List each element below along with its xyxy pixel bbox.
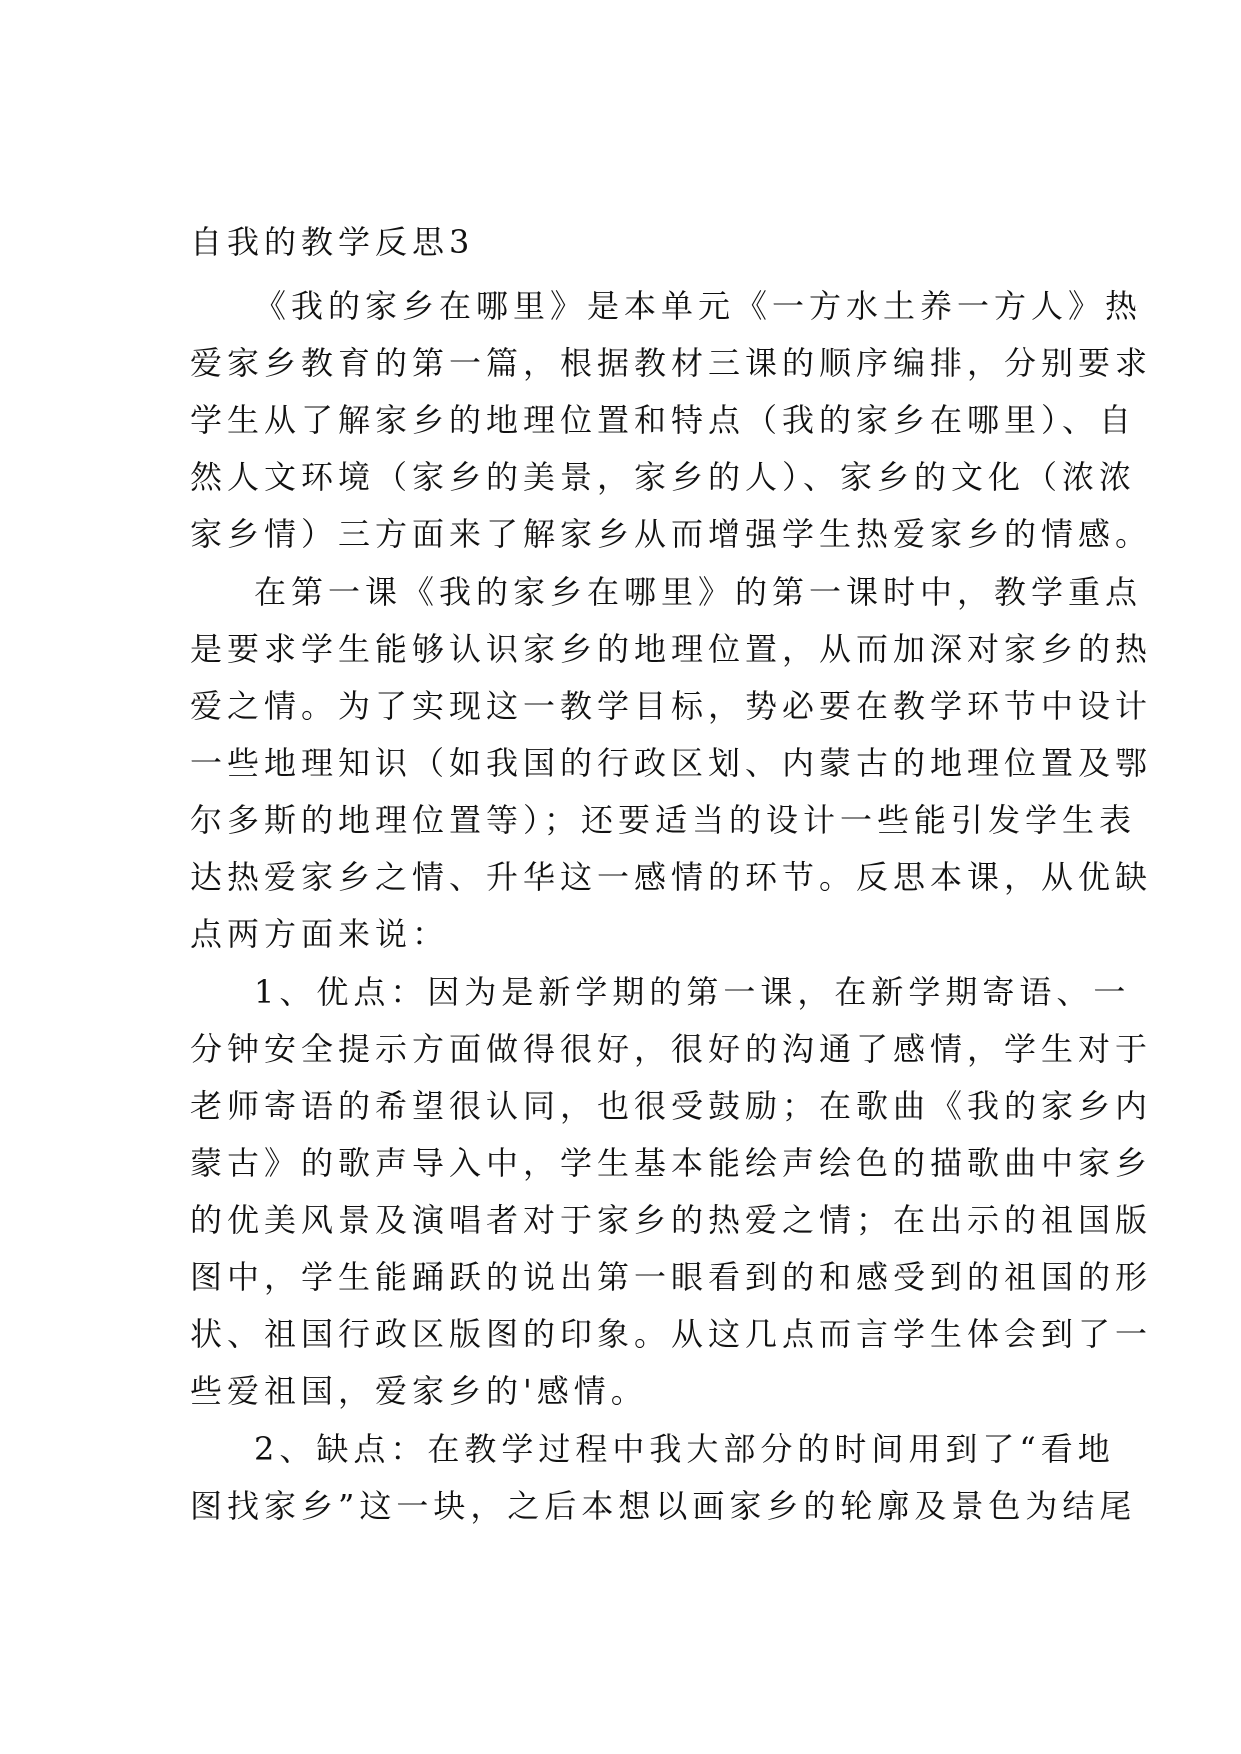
paragraph-line: 状、祖国行政区版图的印象。从这几点而言学生体会到了一 bbox=[190, 1315, 1153, 1353]
paragraph-line: 达热爱家乡之情、升华这一感情的环节。反思本课，从优缺 bbox=[190, 858, 1153, 896]
paragraph-line: 些爱祖国，爱家乡的'感情。 bbox=[190, 1372, 648, 1410]
paragraph-line: 爱之情。为了实现这一教学目标，势必要在教学环节中设计 bbox=[190, 687, 1153, 725]
paragraph-line: 在第一课《我的家乡在哪里》的第一课时中，教学重点 bbox=[254, 573, 1143, 611]
paragraph-line: 2、缺点：在教学过程中我大部分的时间用到了“看地 bbox=[254, 1430, 1115, 1468]
paragraph-line: 一些地理知识（如我国的行政区划、内蒙古的地理位置及鄂 bbox=[190, 744, 1153, 782]
paragraph-line: 分钟安全提示方面做得很好，很好的沟通了感情，学生对于 bbox=[190, 1030, 1153, 1068]
paragraph-line: 学生从了解家乡的地理位置和特点（我的家乡在哪里）、自 bbox=[190, 401, 1137, 439]
paragraph-line: 家乡情）三方面来了解家乡从而增强学生热爱家乡的情感。 bbox=[190, 515, 1153, 553]
paragraph-line: 爱家乡教育的第一篇，根据教材三课的顺序编排，分别要求 bbox=[190, 344, 1153, 382]
paragraph-line: 《我的家乡在哪里》是本单元《一方水土养一方人》热 bbox=[254, 287, 1143, 325]
paragraph-line: 图中，学生能踊跃的说出第一眼看到的和感受到的祖国的形 bbox=[190, 1258, 1153, 1296]
paragraph-line: 是要求学生能够认识家乡的地理位置，从而加深对家乡的热 bbox=[190, 630, 1153, 668]
paragraph-line: 图找家乡”这一块，之后本想以画家乡的轮廓及景色为结尾 bbox=[190, 1487, 1137, 1525]
paragraph-line: 的优美风景及演唱者对于家乡的热爱之情；在出示的祖国版 bbox=[190, 1201, 1153, 1239]
paragraph-line: 老师寄语的希望很认同，也很受鼓励；在歌曲《我的家乡内 bbox=[190, 1087, 1153, 1125]
paragraph-line: 1、优点：因为是新学期的第一课，在新学期寄语、一 bbox=[254, 973, 1131, 1011]
paragraph-line: 尔多斯的地理位置等）；还要适当的设计一些能引发学生表 bbox=[190, 801, 1137, 839]
paragraph-line: 点两方面来说： bbox=[190, 915, 450, 953]
paragraph-line: 然人文环境（家乡的美景，家乡的人）、家乡的文化（浓浓 bbox=[190, 458, 1137, 496]
paragraph-line: 蒙古》的歌声导入中，学生基本能绘声绘色的描歌曲中家乡 bbox=[190, 1144, 1153, 1182]
document-title: 自我的教学反思3 bbox=[190, 223, 475, 261]
